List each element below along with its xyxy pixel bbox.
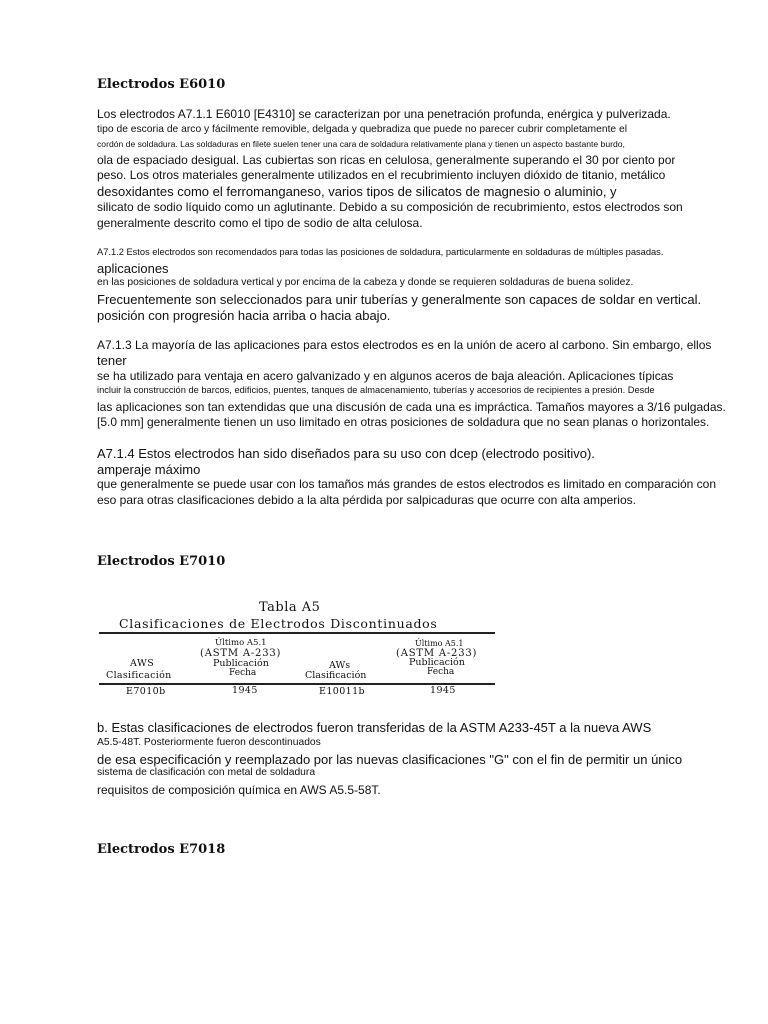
note-line: b. Estas clasificaciones de electrodos fueron transferidas de la ASTM A233-45T a la nueva AWS xyxy=(97,720,652,735)
section-heading-e7018: Electrodos E7018 xyxy=(97,842,226,857)
paragraph-line: aplicaciones xyxy=(97,261,169,276)
paragraph-line: las aplicaciones son tan extendidas que una discusión de cada una es impráctica. Tamaños mayores a 3/16 pulgadas. xyxy=(97,400,726,414)
section-heading-e7010: Electrodos E7010 xyxy=(97,554,226,569)
table-col2-header: (ASTM A-233) xyxy=(200,648,282,659)
table-title: Tabla A5 xyxy=(259,600,321,615)
note-line: requisitos de composición química en AWS A5.5-58T. xyxy=(97,783,381,797)
paragraph-line: Los electrodos A7.1.1 E6010 [E4310] se caracterizan por una penetración profunda, enérgica y pulverizada. xyxy=(97,107,671,121)
paragraph-line: ola de espaciado desigual. Las cubiertas son ricas en celulosa, generalmente superando el 30 por ciento por xyxy=(97,153,676,167)
table-col2-header: Fecha xyxy=(229,668,257,678)
table-col4-header: (ASTM A-233) xyxy=(396,648,478,659)
table-top-rule xyxy=(99,632,495,634)
section-heading-e6010: Electrodos E6010 xyxy=(97,77,226,92)
table-cell: 1945 xyxy=(232,685,258,696)
paragraph-line: tipo de escoria de arco y fácilmente removible, delgada y quebradiza que puede no parecer cubrir completamente el xyxy=(97,124,628,135)
paragraph-line: A7.1.2 Estos electrodos son recomendados para todas las posiciones de soldadura, particularmente en soldaduras de múltiples pasadas. xyxy=(97,247,664,257)
note-line: de esa especificación y reemplazado por las nuevas clasificaciones "G" con el fin de permitir un único xyxy=(97,752,683,767)
table-cell: 1945 xyxy=(430,685,456,696)
table-cell: E7010b xyxy=(126,686,166,697)
paragraph-line: Frecuentemente son seleccionados para unir tuberías y generalmente son capaces de soldar en vertical. xyxy=(97,292,702,307)
table-col1-header: AWS xyxy=(130,658,155,669)
table-col4-header: Último A5.1 xyxy=(415,639,464,648)
note-line: sistema de clasificación con metal de soldadura xyxy=(97,767,316,778)
table-subtitle: Clasificaciones de Electrodos Discontinuados xyxy=(119,616,438,631)
paragraph-line: generalmente descrito como el tipo de sodio de alta celulosa. xyxy=(97,216,423,230)
paragraph-line: tener xyxy=(97,353,127,368)
paragraph-line: en las posiciones de soldadura vertical y por encima de la cabeza y donde se requieren soldaduras de buena solidez. xyxy=(97,277,634,288)
table-col2-header: Publicación xyxy=(213,658,269,669)
table-col4-header: Publicación xyxy=(409,657,465,668)
table-col2-header: Último A5.1 xyxy=(215,638,267,648)
paragraph-line: se ha utilizado para ventaja en acero galvanizado y en algunos aceros de baja aleación. Aplicaciones típicas xyxy=(97,369,674,383)
paragraph-line: desoxidantes como el ferromanganeso, varios tipos de silicatos de magnesio o aluminio, y xyxy=(97,184,617,199)
note-line: A5.5-48T. Posteriormente fueron descontinuados xyxy=(97,737,321,748)
paragraph-line: A7.1.3 La mayoría de las aplicaciones para estos electrodos es en la unión de acero al carbono. Sin embargo, ellos xyxy=(97,338,712,352)
paragraph-line: cordón de soldadura. Las soldaduras en filete suelen tener una cara de soldadura relativamente plana y tienen un aspecto bastante burdo, xyxy=(97,139,625,149)
paragraph-line: incluir la construcción de barcos, edificios, puentes, tanques de almacenamiento, tuberías y accesorios de recipientes a presión. Desde xyxy=(97,385,655,395)
paragraph-line: peso. Los otros materiales generalmente utilizados en el recubrimiento incluyen dióxido de titanio, metálico xyxy=(97,168,666,182)
paragraph-line: que generalmente se puede usar con los tamaños más grandes de estos electrodos es limitado en comparación con xyxy=(97,477,717,491)
paragraph-line: amperaje máximo xyxy=(97,462,201,477)
paragraph-line: silicato de sodio líquido como un aglutinante. Debido a su composición de recubrimiento, estos electrodos son xyxy=(97,200,683,214)
table-col4-header: Fecha xyxy=(427,667,455,677)
paragraph-line: eso para otras clasificaciones debido a la alta pérdida por salpicaduras que ocurre con alta amperios. xyxy=(97,493,636,507)
paragraph-line: [5.0 mm] generalmente tienen un uso limitado en otras posiciones de soldadura que no sean planas o horizontales. xyxy=(97,415,710,429)
table-col3-header: Clasificación xyxy=(305,670,367,681)
paragraph-line: A7.1.4 Estos electrodos han sido diseñados para su uso con dcep (electrodo positivo). xyxy=(97,446,595,461)
table-col3-header: AWs xyxy=(329,660,351,671)
table-cell: E10011b xyxy=(319,686,366,697)
paragraph-line: posición con progresión hacia arriba o hacia abajo. xyxy=(97,308,391,323)
table-a5-figure xyxy=(97,598,497,702)
table-col1-header: Clasificación xyxy=(106,670,172,681)
